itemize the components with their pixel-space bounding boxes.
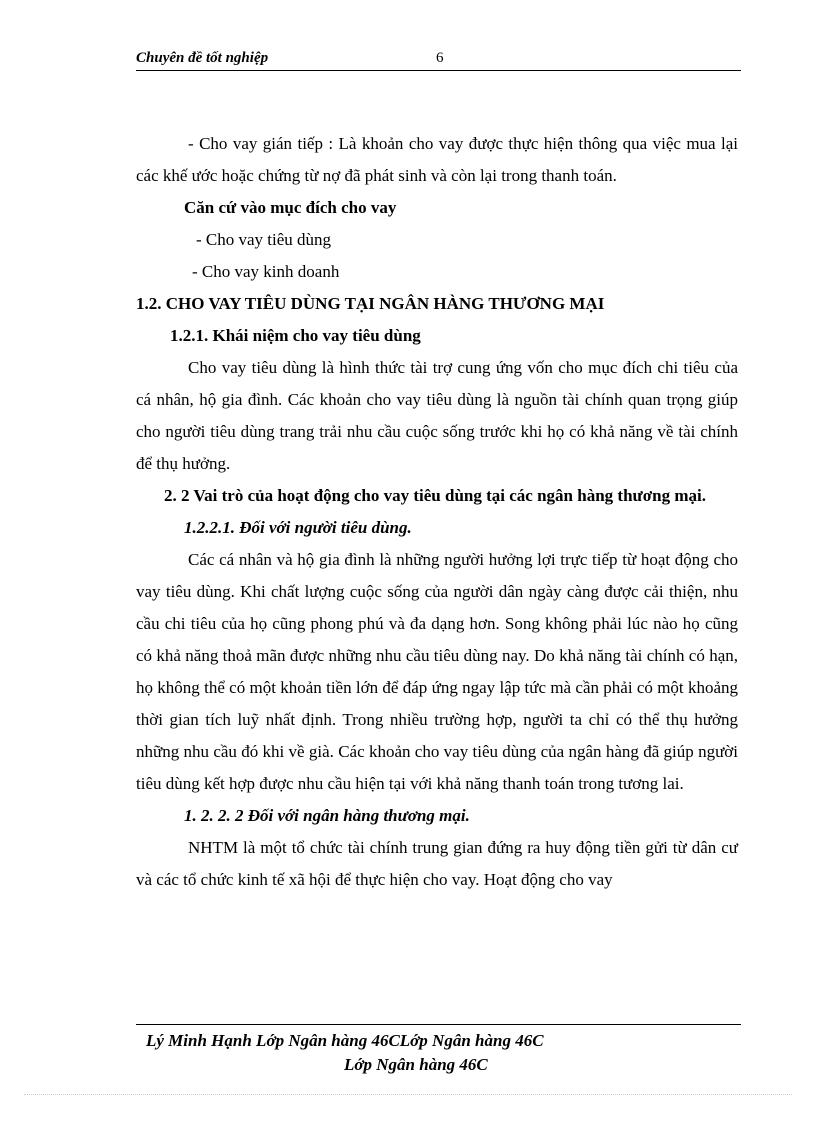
page-footer <box>136 1024 741 1077</box>
section-heading-1-2-2-2: 1. 2. 2. 2 Đối với ngân hàng thương mại. <box>184 806 470 825</box>
heading-purpose: Căn cứ vào mục đích cho vay <box>184 198 397 217</box>
footer-class-line: Lớp Ngân hàng 46C <box>344 1055 488 1074</box>
page-header <box>136 48 741 71</box>
section-heading-1-2-1: 1.2.1. Khái niệm cho vay tiêu dùng <box>170 326 421 345</box>
document-body <box>136 128 738 896</box>
section-heading-2-2 <box>132 480 738 512</box>
section-heading-1-2: 1.2. CHO VAY TIÊU DÙNG TẠI NGÂN HÀNG THƯƠNG MẠI <box>136 294 605 313</box>
paragraph-indirect-loan: - Cho vay gián tiếp : Là khoản cho vay được thực hiện thông qua việc mua lại các khế ước hoặc chứng từ nợ đã phát sinh và còn lại trong thanh toán. <box>136 134 738 185</box>
paragraph-consumer-role: Các cá nhân và hộ gia đình là những người hưởng lợi trực tiếp từ hoạt động cho vay tiêu dùng. Khi chất lượng cuộc sống của người dân ngày càng được cải thiện, nhu cầu chi tiêu của họ cũng phong phú và đa dạng hơn. Song không phải lúc nào họ cũng có khả năng thoả mãn được những nhu cầu tiêu dùng nay. Do khả năng tài chính có hạn, họ không thể có một khoản tiền lớn để đáp ứng ngay lập tức mà cần phải có một khoảng thời gian tích luỹ nhất định. Trong nhiều trường hợp, người ta chỉ có thể thụ hưởng những nhu cầu đó khi về già. Các khoản cho vay tiêu dùng của ngân hàng đã giúp người tiêu dùng kết hợp được nhu cầu hiện tại với khả năng thanh toán trong tương lai. <box>136 550 738 793</box>
section-heading-2-2-text: 2. 2 Vai trò của hoạt động cho vay tiêu dùng tại các ngân hàng thương mại. <box>164 486 706 505</box>
page-bottom-divider <box>24 1094 792 1095</box>
list-item-business-loan: - Cho vay kinh doanh <box>192 262 340 281</box>
document-title: Chuyên đề tốt nghiệp <box>136 50 269 66</box>
section-heading-1-2-2-1: 1.2.2.1. Đối với người tiêu dùng. <box>184 518 412 537</box>
paragraph-bank-role: NHTM là một tổ chức tài chính trung gian đứng ra huy động tiền gửi từ dân cư và các tổ chức kinh tế xã hội để thực hiện cho vay. Hoạt động cho vay <box>136 838 738 889</box>
paragraph-definition: Cho vay tiêu dùng là hình thức tài trợ cung ứng vốn cho mục đích chi tiêu của cá nhân, hộ gia đình. Các khoản cho vay tiêu dùng là nguồn tài chính quan trọng giúp cho người tiêu dùng trang trải nhu cầu cuộc sống trước khi họ có khả năng về tài chính để thụ hưởng. <box>136 358 738 473</box>
list-item-consumer-loan: - Cho vay tiêu dùng <box>196 230 332 249</box>
footer-author-line: Lý Minh Hạnh Lớp Ngân hàng 46CLớp Ngân hàng 46C <box>146 1031 544 1050</box>
page-number: 6 <box>436 50 444 66</box>
